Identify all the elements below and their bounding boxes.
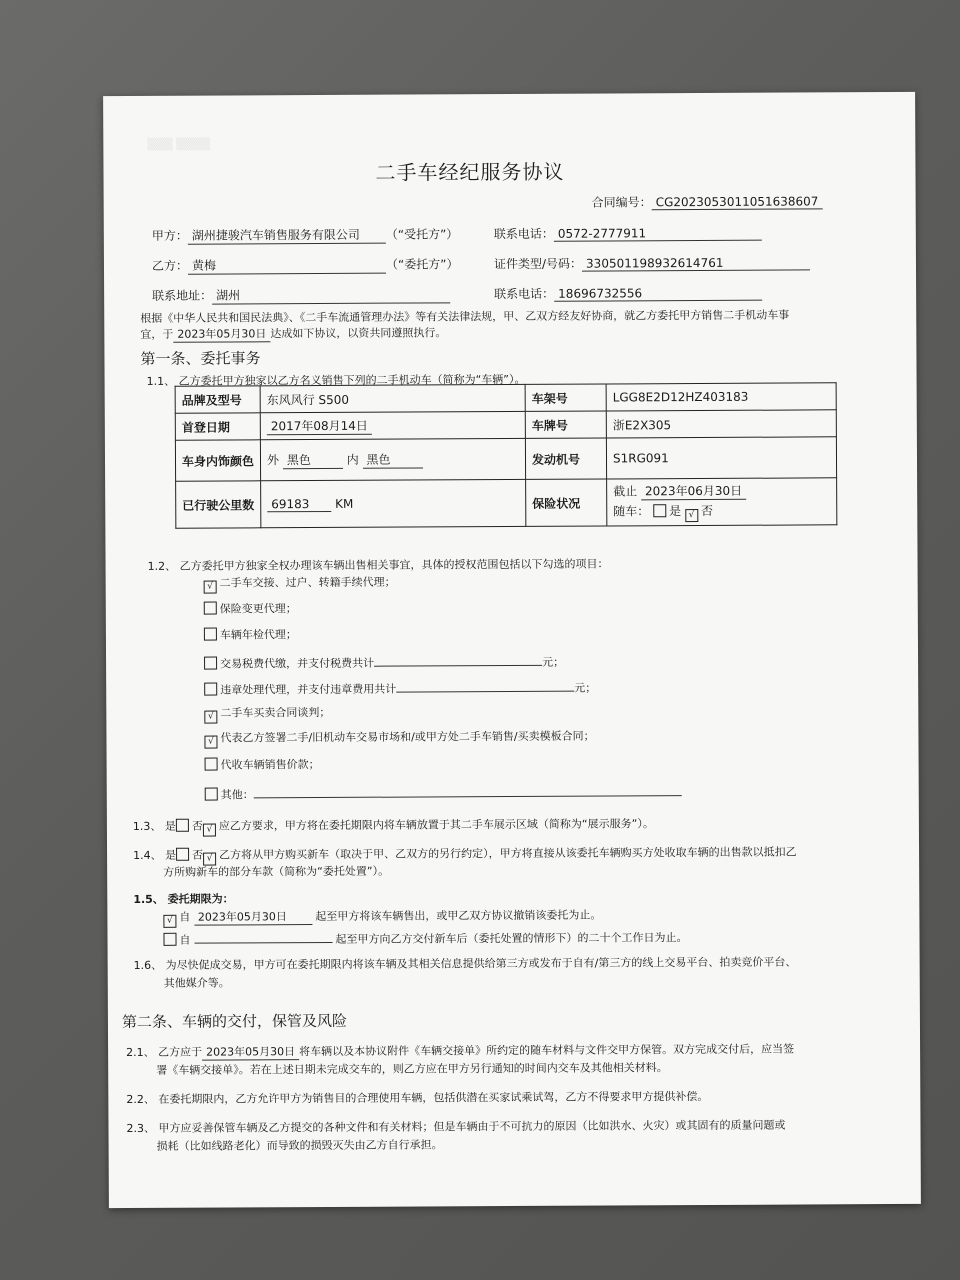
- option-checkbox[interactable]: [205, 788, 218, 801]
- engine-value: S1RG091: [606, 437, 836, 479]
- option-item: 车辆年检代理；: [204, 626, 297, 642]
- show-through-text: ▒▒▒ ▒▒▒▒: [147, 137, 211, 151]
- option-checkbox[interactable]: [205, 758, 218, 771]
- article-1-heading: 第一条、委托事务: [140, 349, 261, 368]
- option-item: √ 代表乙方签署二手/旧机动车交易市场和/或甲方处二手车销售/买卖模板合同；: [204, 728, 594, 749]
- plate-label: 车牌号: [525, 411, 606, 438]
- yes-checkbox[interactable]: [176, 848, 189, 861]
- no-checkbox[interactable]: √: [203, 853, 216, 866]
- clause-1-4: 1.4、 是 否 √ 乙方将从甲方购买新车（取决于甲、乙双方的另行约定），甲方将直接从该委托车辆购买方处收取车辆的出售款以抵扣乙: [133, 844, 797, 866]
- option-item: 保险变更代理；: [204, 600, 297, 616]
- clause-1-1: 1.1、 乙方委托甲方独家以乙方名义销售下列的二手机动车（简称为“车辆”）。: [146, 372, 526, 388]
- option-checkbox[interactable]: [204, 628, 217, 641]
- option-checkbox[interactable]: √: [204, 711, 217, 724]
- table-row: [175, 410, 836, 440]
- address-row: 联系地址： 湖州: [152, 285, 450, 305]
- reg-date-value: 2017年08月14日: [267, 417, 372, 436]
- option-item: 违章处理代理，并支付违章费用共计 元；: [204, 677, 596, 698]
- option-checkbox[interactable]: [204, 683, 217, 696]
- clause-2-3: 2.3、 甲方应妥善保管车辆及乙方提交的各种文件和有关材料；但是车辆由于不可抗力的原因（比如洪水、火灾）或其固有的质量问题或: [126, 1118, 786, 1136]
- term-checkbox[interactable]: √: [163, 915, 176, 928]
- option-item: 代收车辆销售价款；: [205, 756, 320, 773]
- yes-checkbox[interactable]: [176, 819, 189, 832]
- engine-label: 发动机号: [525, 438, 606, 479]
- interior-color: 黑色: [362, 450, 422, 468]
- term-option-2: 自 起至甲方向乙方交付新车后（委托处置的情形下）的二十个工作日为止。: [163, 926, 687, 948]
- brand-label: 品牌及型号: [175, 386, 260, 413]
- clause-2-2: 2.2、 在委托期限内，乙方允许甲方为销售目的合理使用车辆，包括供潜在买家试乘试驾，乙方不得要求甲方提供补偿。: [126, 1089, 709, 1107]
- no-checkbox[interactable]: √: [203, 824, 216, 837]
- option-checkbox[interactable]: [204, 602, 217, 615]
- reg-date-label: 首登日期: [175, 413, 260, 440]
- intro-line-1: 根据《中华人民共和国民法典》、《二手车流通管理办法》等有关法律法规，甲、乙双方经友好协商，就乙方委托甲方销售二手机动车事: [140, 308, 790, 325]
- party-a-tel-row: 联系电话： 0572-2777911: [494, 224, 762, 242]
- contract-number: 合同编号： CG2023053011051638607: [592, 192, 823, 210]
- party-b-tel-row: 联系电话： 18696732556: [494, 284, 762, 302]
- vehicle-table: [175, 382, 838, 528]
- plate-value: 浙E2X305: [606, 410, 836, 438]
- option-item: √ 二手车买卖合同谈判；: [204, 704, 330, 724]
- clause-1-2: 1.2、 乙方委托甲方独家全权办理该车辆出售相关事宜，具体的授权范围包括以下勾选的项目：: [147, 557, 609, 573]
- option-item: 交易税费代缴，并支付税费共计 元；: [204, 651, 564, 672]
- contract-page: [103, 92, 921, 1208]
- brand-value: 东风风行 S500: [260, 384, 525, 412]
- insurance-label: 保险状况: [526, 479, 607, 526]
- mileage-label: 已行驶公里数: [176, 481, 261, 528]
- clause-2-1: 2.1、 乙方应于 2023年05月30日 将车辆以及本协议附件《车辆交接单》所约定的随车材料与文件交甲方保管。双方完成交付后，应当签: [126, 1042, 795, 1060]
- color-cell: 外 黑色 内 黑色: [260, 438, 525, 480]
- clause-1-5-head: 1.5、 委托期限为：: [133, 892, 234, 906]
- intro-line-2: 宜，于 2023年05月30日 达成如下协议，以资共同遵照执行。: [140, 326, 447, 341]
- article-2-heading: 第二条、车辆的交付，保管及风险: [121, 1011, 348, 1032]
- option-checkbox[interactable]: [204, 657, 217, 670]
- vin-label: 车架号: [525, 384, 606, 411]
- option-item: √ 二手车交接、过户、转籍手续代理；: [204, 574, 396, 594]
- option-item: 其他：: [205, 781, 682, 802]
- term-checkbox[interactable]: [163, 933, 176, 946]
- table-row: [175, 383, 836, 413]
- party-b-row: 乙方： 黄梅 （“委托方”）: [151, 257, 459, 273]
- page-title: 二手车经纪服务协议: [375, 159, 565, 185]
- exterior-color: 黑色: [283, 451, 343, 469]
- table-row: [175, 437, 836, 481]
- insurance-cell: 截止 2023年06月30日 随车： 是 √ 否: [607, 478, 837, 526]
- with-car-yes-checkbox[interactable]: [653, 504, 666, 517]
- color-label: 车身内饰颜色: [175, 440, 260, 481]
- with-car-no-checkbox[interactable]: √: [685, 509, 698, 522]
- clause-1-3: 1.3、 是 否 √ 应乙方要求，甲方将在委托期限内将车辆放置于其二手车展示区域（简称为“展示服务”）。: [133, 815, 654, 837]
- party-b-id-row: 证件类型/号码： 330501198932614761: [494, 253, 810, 272]
- option-checkbox[interactable]: √: [204, 736, 217, 749]
- clause-1-6-cont: 其他媒介等。: [163, 976, 230, 990]
- clause-2-3-cont: 损耗（比如线路老化）而导致的损毁灭失由乙方自行承担。: [156, 1138, 443, 1153]
- clause-1-4-cont: 方所购新车的部分车款（简称为“委托处置”）。: [163, 864, 390, 879]
- mileage-cell: 69183 KM: [261, 479, 526, 527]
- insurance-until: 2023年06月30日: [641, 482, 746, 501]
- reg-date-cell: [260, 411, 525, 439]
- party-a-row: 甲方： 湖州捷骏汽车销售服务有限公司 （“受托方”）: [151, 227, 459, 243]
- mileage-value: 69183: [267, 496, 331, 511]
- table-row: [176, 478, 837, 528]
- option-checkbox[interactable]: √: [204, 581, 217, 594]
- clause-1-6: 1.6、 为尽快促成交易，甲方可在委托期限内将该车辆及其相关信息提供给第三方或发布于自有/第三方的线上交易平台、拍卖竞价平台、: [133, 955, 797, 972]
- vin-value: LGG8E2D12HZ403183: [606, 383, 836, 411]
- clause-2-1-cont: 署《车辆交接单》。若在上述日期未完成交车的，则乙方应在甲方另行通知的时间内交车及其他相关材料。: [156, 1061, 668, 1077]
- term-option-1: √ 自 2023年05月30日 起至甲方将该车辆售出，或甲乙双方协议撤销该委托为止。: [163, 907, 601, 928]
